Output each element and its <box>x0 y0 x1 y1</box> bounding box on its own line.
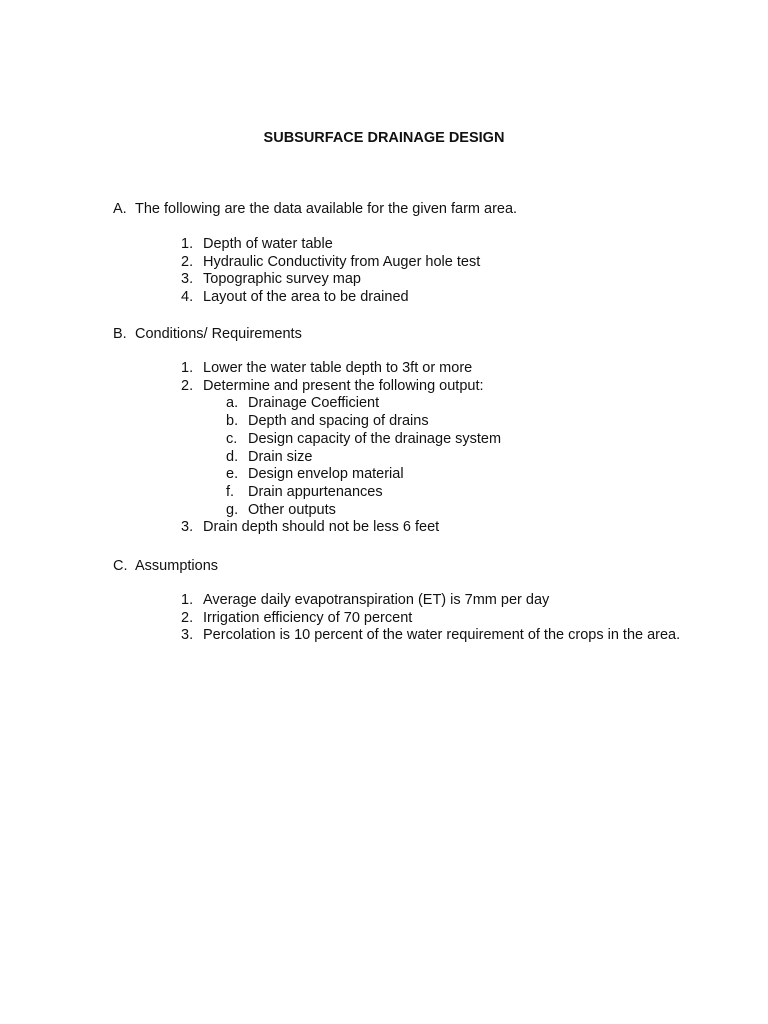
list-item <box>181 610 681 628</box>
subitem-text: Other outputs <box>248 501 336 518</box>
item-text: Layout of the area to be drained <box>203 289 409 306</box>
list-item <box>181 378 501 520</box>
item-number: 1. <box>181 592 194 608</box>
subitem-text: Drainage Coefficient <box>248 395 380 412</box>
item-number: 3. <box>181 271 194 288</box>
subitem-text: Drain appurtenances <box>248 483 383 500</box>
list-item <box>181 360 501 378</box>
sublist-item <box>203 484 501 502</box>
list-item <box>181 289 480 307</box>
section-c-list <box>181 592 681 645</box>
output-sublist <box>203 395 501 519</box>
item-text: Drain depth should not be less 6 feet <box>203 519 440 536</box>
sublist-item <box>203 431 501 449</box>
list-item <box>181 627 681 645</box>
section-b-heading <box>113 325 302 343</box>
list-item <box>181 519 501 537</box>
section-letter: C. <box>113 558 128 574</box>
section-a-list <box>181 236 480 307</box>
item-text: Topographic survey map <box>203 271 361 288</box>
sublist-item <box>203 466 501 484</box>
item-text: Average daily evapotranspiration (ET) is 7mm per day <box>203 592 550 608</box>
item-number: 3. <box>181 519 194 536</box>
section-heading-text: Assumptions <box>135 558 219 574</box>
section-c-heading <box>113 557 218 575</box>
page-title: SUBSURFACE DRAINAGE DESIGN <box>263 130 505 146</box>
item-text: Percolation is 10 percent of the water requirement of the crops in the area. <box>203 627 681 644</box>
item-text: Hydraulic Conductivity from Auger hole test <box>203 253 481 270</box>
item-number: 3. <box>181 627 194 644</box>
item-number: 2. <box>181 609 194 626</box>
subitem-letter: c. <box>226 430 238 447</box>
list-item <box>181 236 480 254</box>
subitem-letter: a. <box>226 395 239 412</box>
item-number: 1. <box>181 360 194 376</box>
sublist-item <box>203 502 501 520</box>
item-text: Irrigation efficiency of 70 percent <box>203 609 413 626</box>
subitem-letter: b. <box>226 413 239 430</box>
sublist-item <box>203 413 501 431</box>
section-letter: B. <box>113 326 127 342</box>
item-text: Determine and present the following output: <box>203 377 484 394</box>
subitem-text: Design capacity of the drainage system <box>248 430 502 447</box>
section-letter: A. <box>113 201 127 217</box>
item-text: Lower the water table depth to 3ft or more <box>203 360 473 376</box>
list-item <box>181 254 480 272</box>
subitem-text: Depth and spacing of drains <box>248 413 429 430</box>
section-heading-text: The following are the data available for the given farm area. <box>135 201 518 217</box>
item-text: Depth of water table <box>203 236 333 252</box>
list-item <box>181 592 681 610</box>
section-heading-text: Conditions/ Requirements <box>135 326 302 342</box>
item-number: 4. <box>181 289 194 306</box>
item-number: 2. <box>181 253 194 270</box>
sublist-item <box>203 395 501 413</box>
subitem-text: Drain size <box>248 448 313 465</box>
subitem-letter: g. <box>226 501 239 518</box>
subitem-letter: e. <box>226 466 239 483</box>
item-number: 2. <box>181 377 194 394</box>
subitem-letter: d. <box>226 448 239 465</box>
item-number: 1. <box>181 236 194 252</box>
subitem-text: Design envelop material <box>248 466 404 483</box>
sublist-item <box>203 449 501 467</box>
section-b-list <box>181 360 501 537</box>
list-item <box>181 271 480 289</box>
section-a-heading <box>113 200 517 218</box>
subitem-letter: f. <box>226 483 235 500</box>
